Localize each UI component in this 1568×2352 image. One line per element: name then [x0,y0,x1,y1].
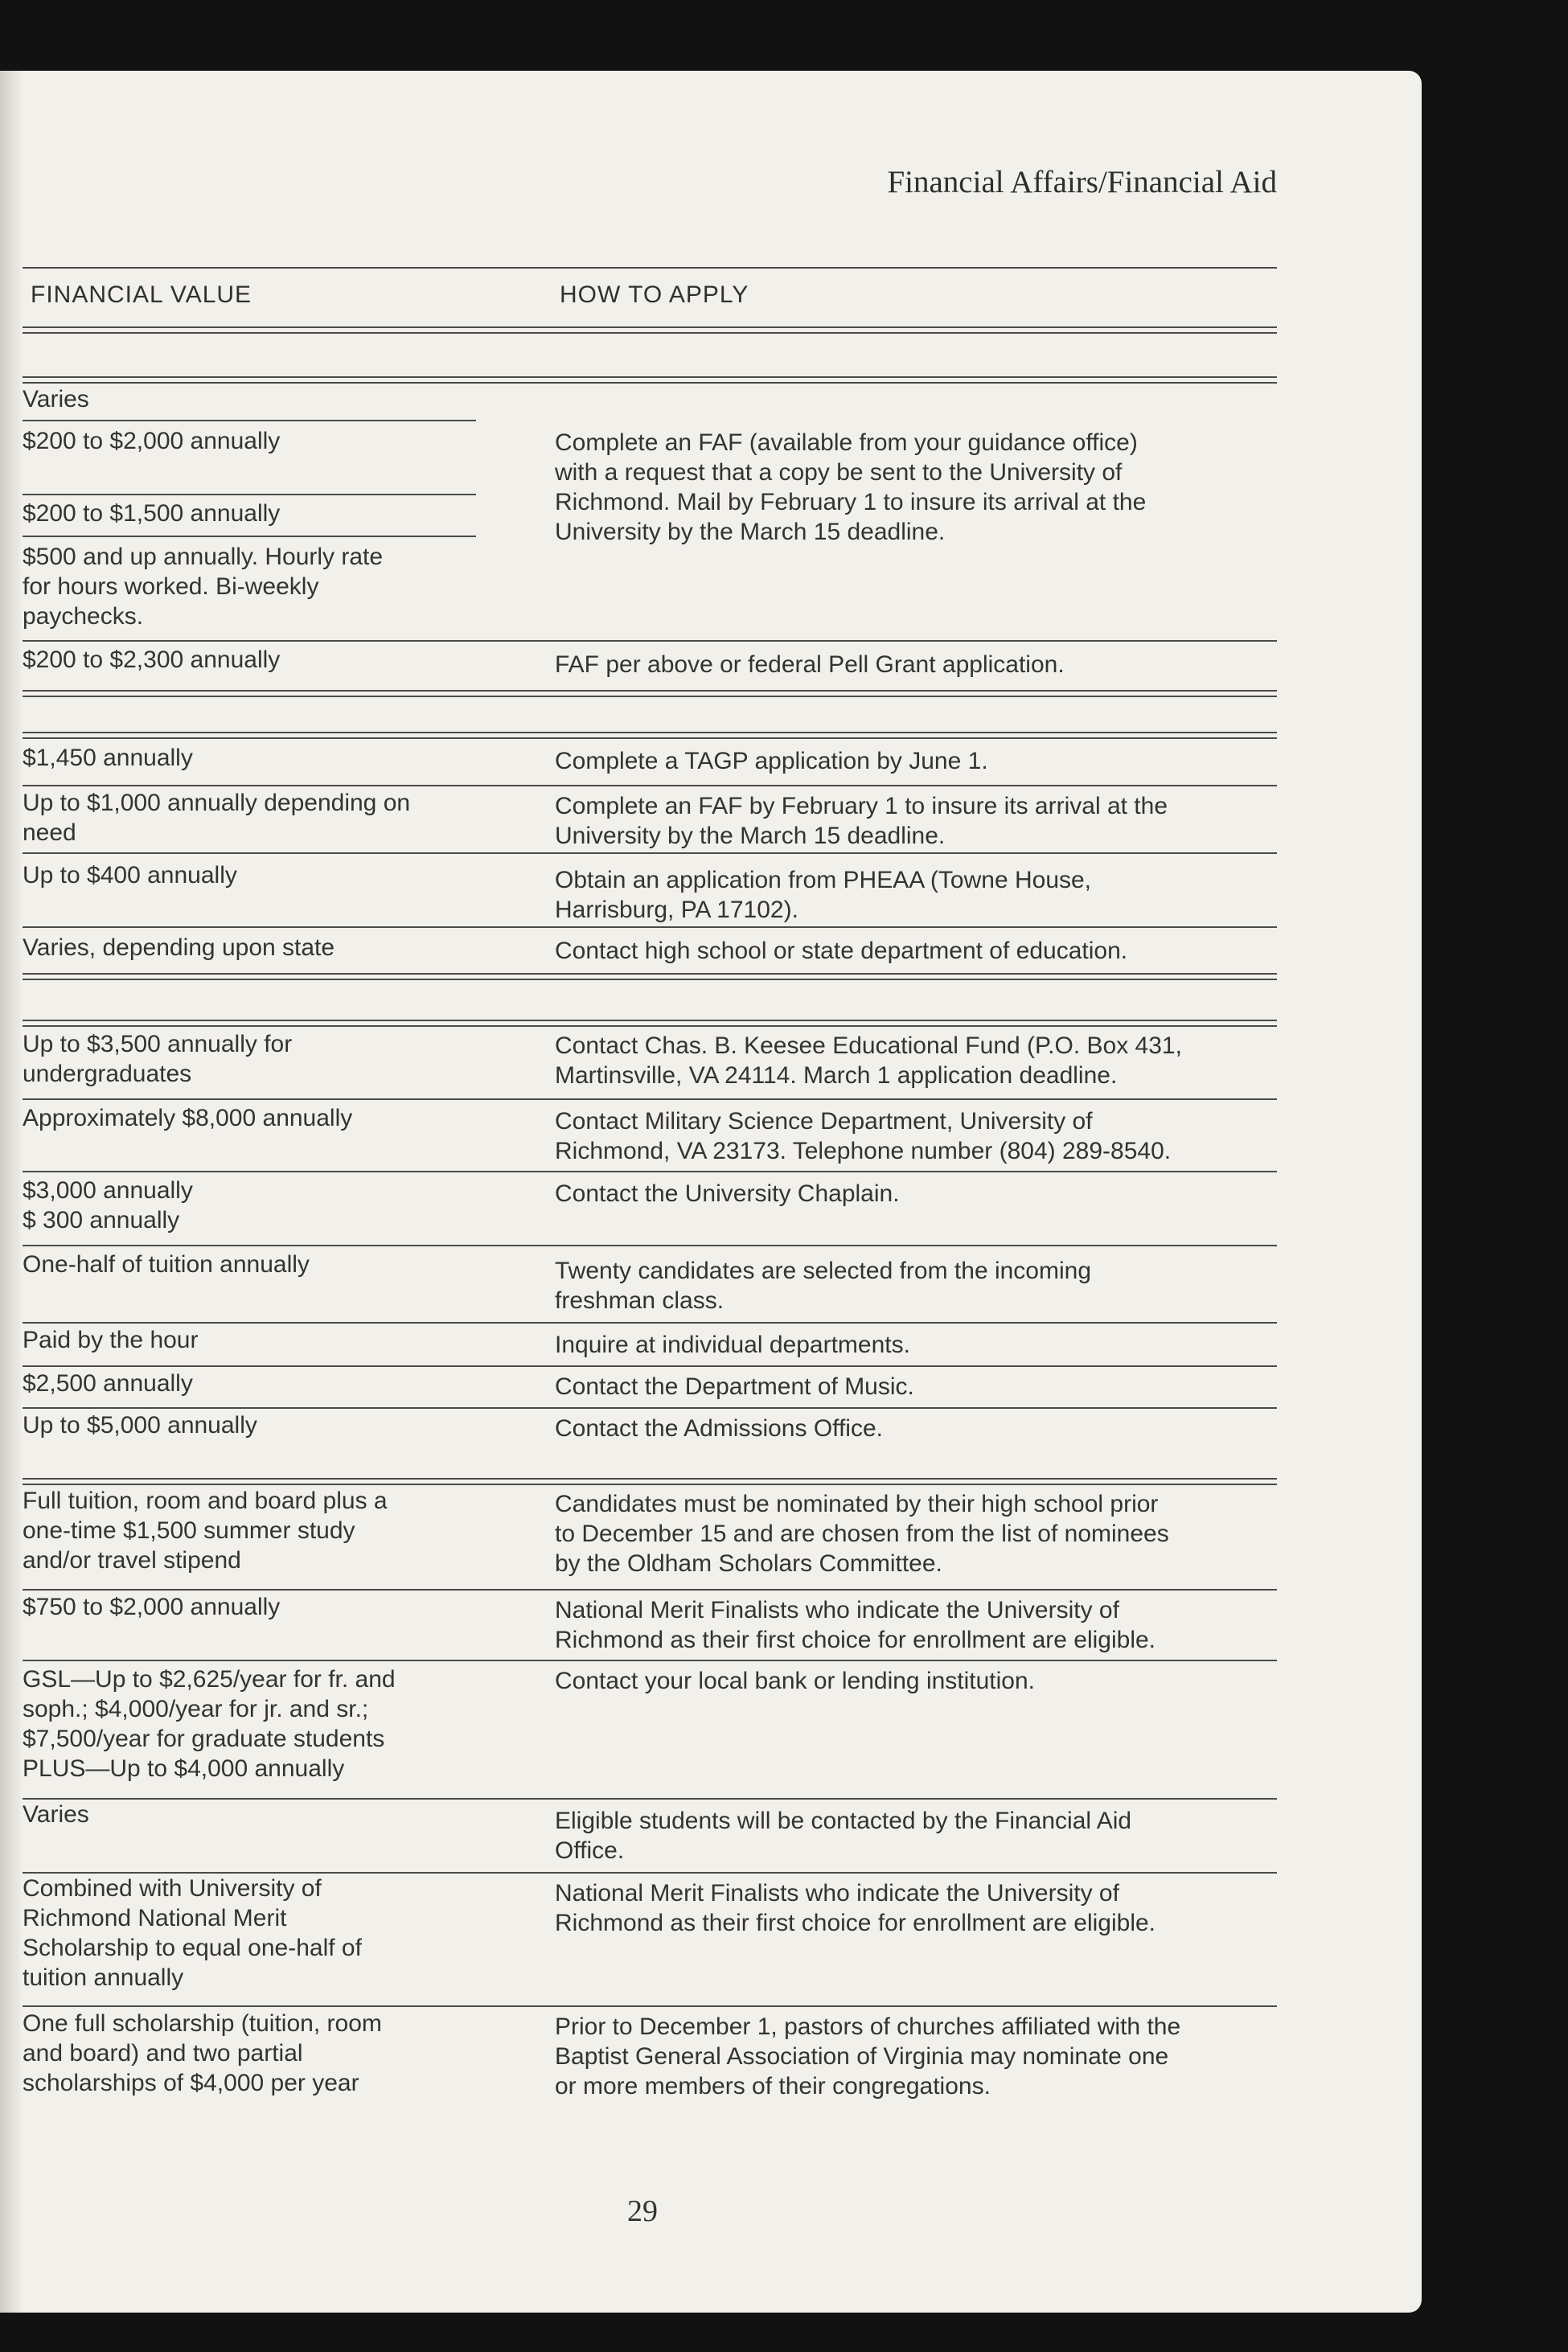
column-header-financial-value: FINANCIAL VALUE [31,281,252,308]
apply-cell-14: Inquire at individual departments. [555,1332,910,1358]
apply-cell-16: Contact the Admissions Office. [555,1415,883,1442]
header-double-rule [23,326,1277,334]
value-cell-17: Full tuition, room and board plus a one-time $1,500 summer study and/or travel stipend [23,1488,388,1574]
row-rule [23,785,1277,786]
value-cell-11: Approximately $8,000 annually [23,1105,353,1131]
value-cell-15: $2,500 annually [23,1370,193,1397]
value-cell-2: $200 to $2,000 annually [23,428,281,454]
section-rule-1 [23,376,1277,384]
row-rule [23,640,1277,642]
top-rule [23,267,1277,269]
row-rule [23,1171,1277,1172]
apply-cell-22: Prior to December 1, pastors of churches affiliated with the Baptist General Association of Virginia may nominate one or more members of their congregations. [555,2013,1181,2100]
row-rule [23,852,1277,854]
value-cell-12: $3,000 annually $ 300 annually [23,1177,193,1233]
running-head: Financial Affairs/Financial Aid [887,165,1277,199]
row-rule [23,1407,1277,1409]
value-cell-3: $200 to $1,500 annually [23,500,281,527]
row-rule [23,2005,1277,2007]
apply-cell-12: Contact the University Chaplain. [555,1180,900,1207]
section-rule-4 [23,973,1277,980]
apply-cell-11: Contact Military Science Department, University of Richmond, VA 23173. Telephone number (804) 289-8540. [555,1108,1172,1164]
book-page [0,71,1422,2313]
apply-cell-5: FAF per above or federal Pell Grant application. [555,651,1065,678]
column-header-how-to-apply: HOW TO APPLY [560,281,749,308]
value-cell-9: Varies, depending upon state [23,934,335,961]
row-rule [23,1245,1277,1246]
value-cell-8: Up to $400 annually [23,862,237,889]
row-rule [23,926,1277,928]
apply-cell-21: National Merit Finalists who indicate the University of Richmond as their first choice for enrollment are eligible. [555,1880,1155,1936]
apply-cell-7: Complete an FAF by February 1 to insure its arrival at the University by the March 15 deadline. [555,793,1168,849]
row-rule [23,1660,1277,1661]
value-cell-4: $500 and up annually. Hourly rate for hours worked. Bi-weekly paychecks. [23,544,384,630]
section-rule-5 [23,1020,1277,1027]
section-rule-6 [23,1478,1277,1485]
apply-cell-8: Obtain an application from PHEAA (Towne House, Harrisburg, PA 17102). [555,867,1092,923]
row-rule [23,1589,1277,1591]
value-cell-14: Paid by the hour [23,1327,199,1353]
value-cell-6: $1,450 annually [23,745,193,771]
apply-cell-10: Contact Chas. B. Keesee Educational Fund (P.O. Box 431, Martinsville, VA 24114. March 1 application deadline. [555,1032,1182,1089]
value-cell-5: $200 to $2,300 annually [23,646,281,673]
row-rule [23,1322,1277,1324]
apply-cell-19: Contact your local bank or lending institution. [555,1668,1036,1694]
section-rule-3 [23,732,1277,739]
apply-cell-6: Complete a TAGP application by June 1. [555,748,988,774]
apply-cell-15: Contact the Department of Music. [555,1373,914,1400]
value-cell-7: Up to $1,000 annually depending on need [23,790,411,846]
value-cell-22: One full scholarship (tuition, room and board) and two partial scholarships of $4,000 per year [23,2010,382,2096]
value-cell-1: Varies [23,386,89,413]
apply-cell-13: Twenty candidates are selected from the incoming freshman class. [555,1258,1092,1314]
row-rule [23,1365,1277,1367]
apply-cell-9: Contact high school or state department of education. [555,938,1128,964]
value-cell-16: Up to $5,000 annually [23,1412,257,1439]
value-cell-10: Up to $3,500 annually for undergraduates [23,1031,293,1087]
row-rule [23,1098,1277,1100]
page-number: 29 [627,2194,658,2228]
page-spine-shadow [0,71,21,2313]
value-cell-19: GSL—Up to $2,625/year for fr. and soph.; $4,000/year for jr. and sr.; $7,500/year for graduate students PLUS—Up to $4,000 annually [23,1666,396,1782]
apply-cell-20: Eligible students will be contacted by the Financial Aid Office. [555,1808,1132,1864]
value-cell-21: Combined with University of Richmond National Merit Scholarship to equal one-half of tuition annually [23,1875,362,1991]
section-rule-2 [23,690,1277,697]
apply-cell-18: National Merit Finalists who indicate the University of Richmond as their first choice for enrollment are eligible. [555,1597,1155,1653]
value-cell-13: One-half of tuition annually [23,1251,310,1278]
row-rule [23,494,476,495]
value-cell-20: Varies [23,1801,89,1828]
row-rule [23,536,476,537]
apply-cell-faf: Complete an FAF (available from your guidance office) with a request that a copy be sent to the University of Richmond. Mail by February 1 to insure its arrival at the University by the March 15 deadline. [555,429,1147,545]
apply-cell-17: Candidates must be nominated by their high school prior to December 15 and are chosen from the list of nominees by the Oldham Scholars Committee. [555,1491,1169,1577]
value-cell-18: $750 to $2,000 annually [23,1594,281,1620]
row-rule [23,420,476,421]
